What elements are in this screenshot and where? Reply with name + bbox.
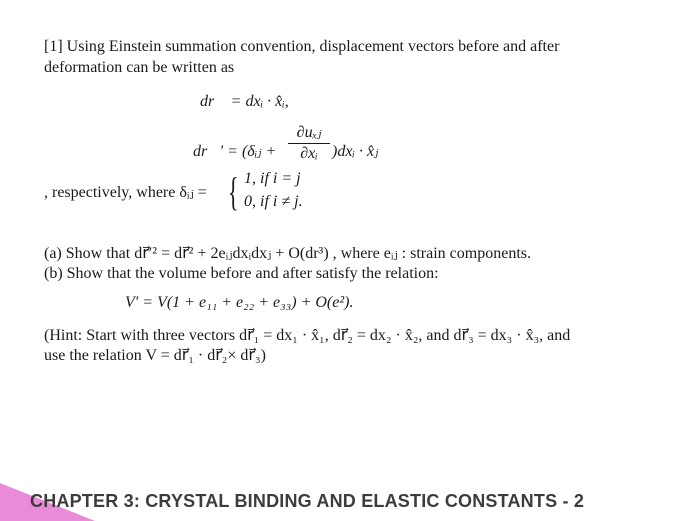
equation-dr: dr⃗ = dxᵢ · x̂ᵢ, [200,93,289,110]
kronecker-case-1: 1, if i = j [244,170,301,187]
intro-line-1: [1] Using Einstein summation convention, displacement vectors before and after [44,38,560,55]
equation-dr-prime-rhs: )dxᵢ · x̂ⱼ [332,143,379,160]
equation-dr-prime-lhs: dr⃗′ = (δᵢⱼ + [193,143,277,160]
part-b: (b) Show that the volume before and after satisfy the relation: [44,265,439,282]
volume-equation: V′ = V(1 + e₁₁ + e₂₂ + e₃₃) + O(e²). [125,294,354,311]
hint-line-1: (Hint: Start with three vectors dr⃗₁ = dx₁ · x̂₁, dr⃗₂ = dx₂ · x̂₂, and dr⃗₃ = dx₃ · x̂₃, and [44,327,571,344]
intro-line-2: deformation can be written as [44,59,235,76]
equation-fraction [288,122,330,163]
hint-line-2: use the relation V = dr⃗₁ · dr⃗₂× dr⃗₃) [44,347,266,364]
respectively-text: , respectively, where δᵢⱼ = [44,184,207,201]
chapter-title: CHAPTER 3: CRYSTAL BINDING AND ELASTIC CONSTANTS - 2 [30,491,585,511]
chapter-footer [0,483,700,521]
part-a: (a) Show that dr⃗′² = dr⃗² + 2eᵢⱼdxᵢdxⱼ + O(dr³) , where eᵢⱼ : strain components. [44,245,531,262]
fraction-denominator: ∂xᵢ [300,145,318,162]
fraction-numerator: ∂uₓⱼ [288,122,330,144]
kronecker-case-2: 0, if i ≠ j. [244,193,303,210]
cases-brace: { [228,169,239,214]
